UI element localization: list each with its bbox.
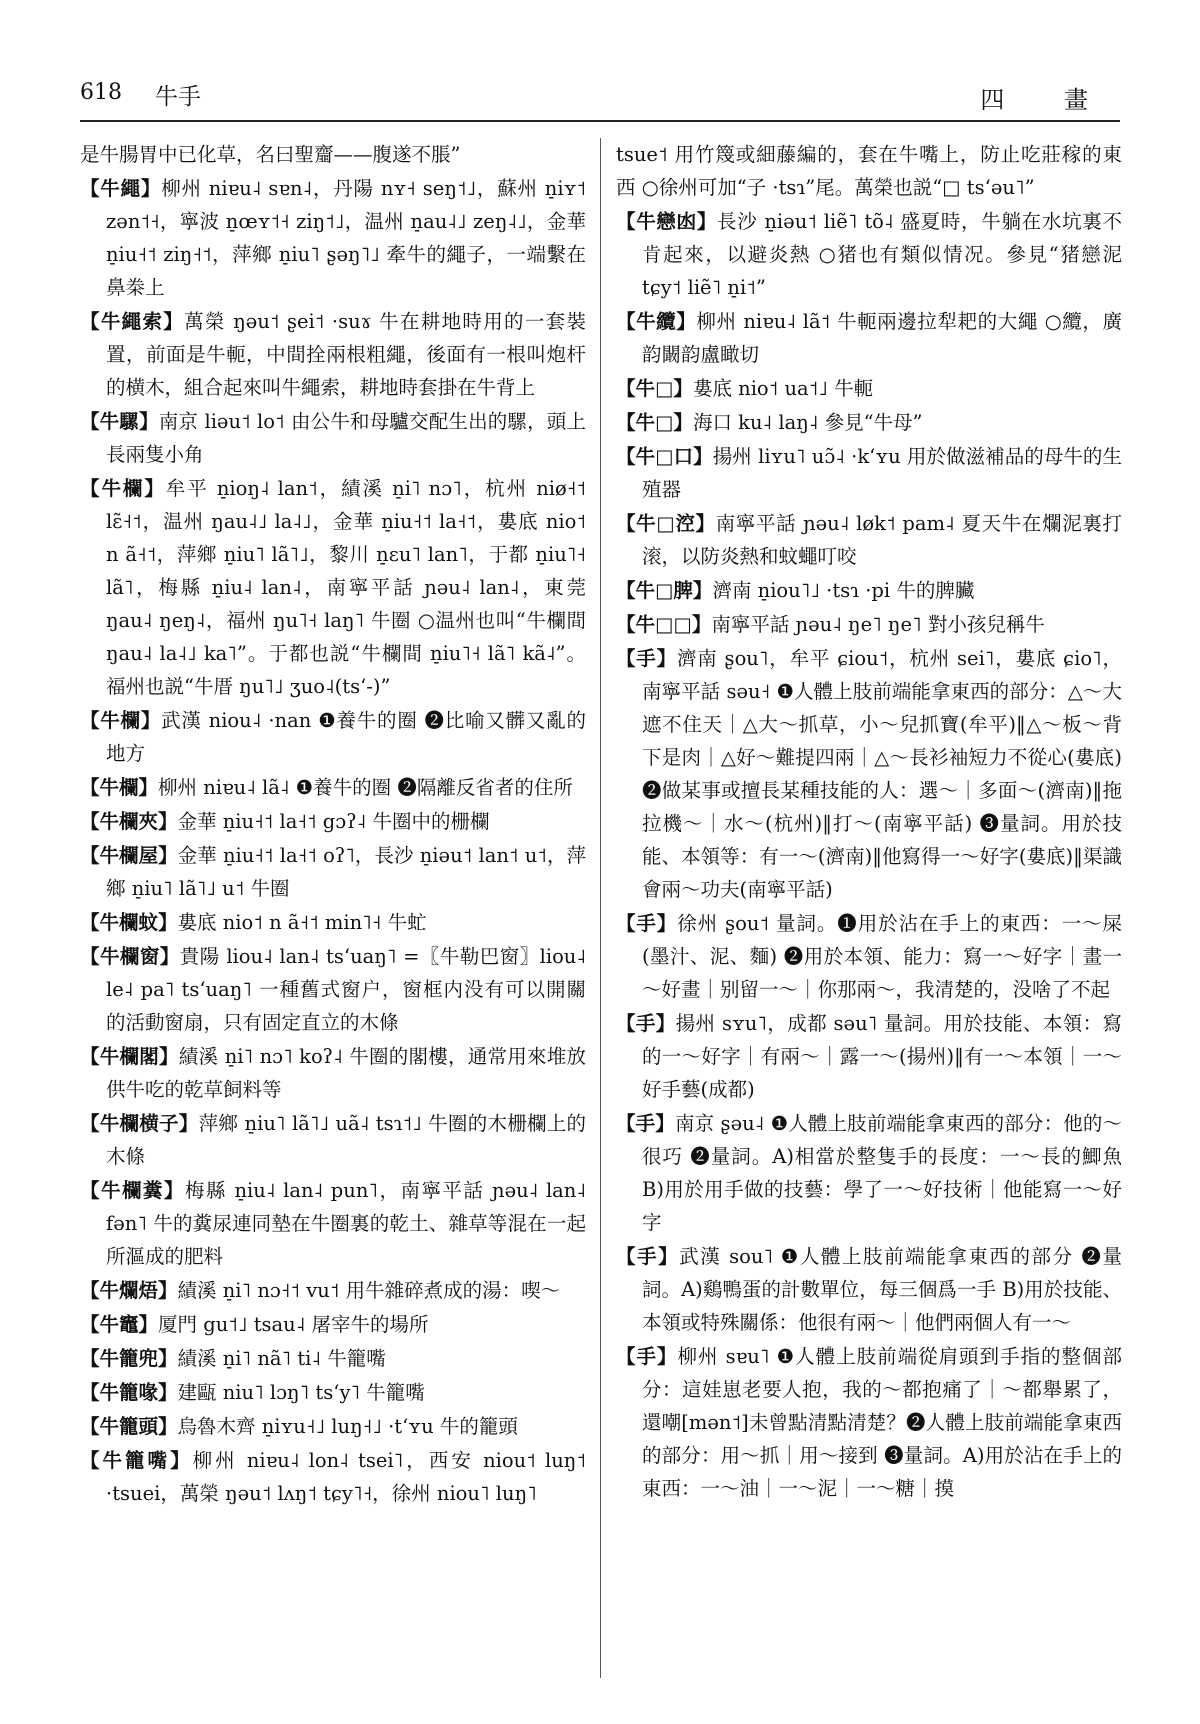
entry-text: 是牛腸胃中已化草，名曰聖齏——腹遂不脹” [80,143,461,166]
dictionary-entry [80,1274,586,1307]
entry-headword: 【牛欄夾】 [80,810,178,833]
entry-headword: 【手】 [616,647,677,670]
dictionary-entry [616,574,1122,607]
dictionary-entry [80,1444,586,1510]
dictionary-entry [616,1107,1122,1239]
entry-text: 牟平 n̠ioŋ˨ lan˦，績溪 n̠i˥ nɔ˥，杭州 niø˧˦ lɛ̃˧˦，温州 ŋau˨˩ la˨˩，金華 n̠iu˧˦ la˧˦，婁底 nio˦ n ã˧˦，萍鄉 n̠iu˥ lã˥˩，黎川 n̠ɛu˥ lan˥，于都 n̠iu˥˧ lã˥，梅縣 n̠iu˨ lan˨，南寧平話 ɲəu˨ lan˨，東莞 ŋau˨ ŋeŋ˨，福州 ŋu˥˧ laŋ˥ 牛圈 ○温州也叫“牛欄間 ŋau˨ la˨˩ ka˥”。于都也説“牛欄間 n̠iu˥˧ lã˥ kã˨”。福州也説“牛厝 ŋu˥˩ ʒuo˨(ts‘-)” [106,477,586,698]
entry-text: 南京 liəu˦ lo˦ 由公牛和母驢交配生出的騾，頭上長兩隻小角 [106,410,586,466]
dictionary-entry [80,805,586,838]
entry-headword: 【牛欄】 [80,477,166,500]
dictionary-entry [616,1240,1122,1339]
entry-text: 武漢 niou˨ ·nan ❶養牛的圈 ❷比喻又髒又亂的地方 [106,709,586,765]
entry-text: 揚州 sʏu˥，成都 səu˥ 量詞。用於技能、本領：寫的一～好字｜有兩～｜露一～(揚州)‖有一～本領｜一～好手藝(成都) [642,1012,1122,1101]
dictionary-entry [616,642,1122,906]
page-number: 618 [80,80,122,105]
entry-headword: 【牛欄糞】 [80,1179,185,1202]
entry-text: 婁底 nio˦ ua˦˩ 牛軛 [692,377,874,400]
dictionary-entry [80,405,586,471]
entry-headword: 【牛繩索】 [80,310,185,333]
entry-headword: 【牛□□】 [616,613,712,636]
dictionary-entry [616,608,1122,641]
dictionary-entry [80,1410,586,1443]
entry-continuation [616,138,1122,204]
entry-text: 貴陽 liou˨ lan˨ ts‘uaŋ˥ =〖牛勒巴窗〗liou˨ le˨ pa˥ ts‘uaŋ˥ 一種舊式窗户，窗框内没有可以開關的活動窗扇，只有固定直立的木條 [106,945,586,1034]
entry-continuation [80,138,586,171]
section-label: 四 畫 [980,86,1114,114]
entry-headword: 【牛欄屋】 [80,844,178,867]
dictionary-entry [80,940,586,1039]
dictionary-entry [80,1174,586,1273]
page-header [80,70,1120,122]
entry-text: 柳州 sɐu˥ ❶人體上肢前端從肩頭到手指的整個部分：這娃崽老要人抱，我的～都抱痛了｜～都舉累了，還嘲[mən˦]未曾點清點清楚？❷人體上肢前端能拿東西的部分：用～抓｜用～接到 ❸量詞。A)用於沾在手上的東西：一～油｜一～泥｜一～糖｜摸 [642,1345,1122,1500]
entry-headword: 【牛□】 [616,377,693,400]
dictionary-entry [616,406,1122,439]
entry-headword: 【牛纜】 [616,310,697,333]
entry-headword: 【牛□】 [616,411,693,434]
entry-headword: 【手】 [616,1245,680,1268]
entry-text: 海口 ku˨ laŋ˨ 參見“牛母” [692,411,923,434]
entry-text: 建甌 niu˥ lɔŋ˥ ts‘y˥ 牛籠嘴 [177,1381,425,1404]
column-divider [600,138,601,1678]
dictionary-entry [80,1308,586,1341]
entry-text: 萬榮 ŋəu˦ ʂei˦ ·suɤ 牛在耕地時用的一套裝置，前面是牛軛，中間拴兩根粗繩，後面有一根叫炮杆的横木，組合起來叫牛繩索，耕地時套掛在牛背上 [106,310,586,399]
entry-text: 烏魯木齊 n̠iʏu˧˩ luŋ˧˩ ·t‘ʏu 牛的籠頭 [177,1415,518,1438]
entry-text: 揚州 liʏu˥ uɔ̃˨ ·k‘ʏu 用於做滋補品的母牛的生殖器 [642,445,1122,501]
dictionary-entry [80,1342,586,1375]
running-head-words: 牛手 [155,84,201,110]
entry-headword: 【牛欄】 [80,709,162,732]
entry-text: 長沙 n̠iəu˦ liẽ˥ tõ˨ 盛夏時，牛躺在水坑裏不肯起來，以避炎熱 ○猪也有類似情况。參見“猪戀泥 tɕy˦ liẽ˥ n̠i˦” [642,210,1122,299]
entry-headword: 【牛欄窗】 [80,945,180,968]
entry-text: 濟南 n̠iou˥˩ ·tsɿ ·pi 牛的脾臟 [712,579,975,602]
entry-text: 梅縣 n̠iu˨ lan˨ pun˥，南寧平話 ɲəu˨ lan˨ fən˥ 牛的糞尿連同墊在牛圈裏的乾土、雜草等混在一起所漚成的肥料 [106,1179,586,1268]
right-column [616,138,1122,1678]
dictionary-body [80,138,1120,1678]
dictionary-entry [80,1376,586,1409]
entry-text: 萍鄉 n̠iu˥ lã˥˩ uã˨ tsɿ˦˩ 牛圈的木栅欄上的木條 [106,1112,586,1168]
entry-headword: 【手】 [616,912,678,935]
entry-headword: 【手】 [616,1112,675,1135]
entry-text: 柳州 niɐu˨ lã˦ 牛軛兩邊拉犁耙的大繩 ○纜，廣韵闞韵盧瞰切 [642,310,1122,366]
entry-text: 績溪 n̠i˥ nɔ˥ koʔ˨ 牛圈的閣樓，通常用來堆放供牛吃的乾草飼料等 [106,1045,586,1101]
entry-headword: 【牛爛焐】 [80,1279,178,1302]
entry-headword: 【牛欄横子】 [80,1112,199,1135]
entry-headword: 【牛欄閣】 [80,1045,179,1068]
dictionary-entry [80,305,586,404]
entry-headword: 【牛□涳】 [616,512,716,535]
dictionary-entry [80,172,586,304]
dictionary-entry [616,1007,1122,1106]
dictionary-entry [616,205,1122,304]
dictionary-entry [80,1040,586,1106]
dictionary-entry [80,771,586,804]
dictionary-entry [616,1340,1122,1505]
entry-text: 金華 n̠iu˧˦ la˧˦ gɔʔ˨ 牛圈中的栅欄 [177,810,490,833]
left-column [80,138,586,1678]
entry-text: 柳州 niɐu˨ lon˨ tsei˥，西安 niou˦ luŋ˦ ·tsuei，萬榮 ŋəu˦ lʌŋ˦ tɕy˥˧，徐州 niou˥ luŋ˥ [106,1449,586,1505]
entry-headword: 【牛騾】 [80,410,159,433]
entry-text: 南寧平話 ɲəu˨ ŋe˥ ŋe˥ 對小孩兒稱牛 [711,613,1045,636]
entry-text: 濟南 ʂou˥，牟平 ɕiou˦，杭州 sei˥，婁底 ɕio˥，南寧平話 səu˧ ❶人體上肢前端能拿東西的部分：△～大遮不住天｜△大～抓草，小～兒抓寶(牟平)‖△～板～背下是肉｜△好～難提四兩｜△～長衫袖短力不從心(婁底) ❷做某事或擅長某種技能的人：選～｜多面～(濟南)‖拖拉機～｜水～(杭州)‖打～(南寧平話) ❸量詞。用於技能、本領等：有一～(濟南)‖他寫得一～好字(婁底)‖渠識會兩～功夫(南寧平話) [642,647,1122,901]
entry-text: 柳州 niɐu˨ lã˨ ❶養牛的圈 ❷隔離反省者的住所 [158,776,573,799]
entry-headword: 【牛□脾】 [616,579,713,602]
entry-headword: 【手】 [616,1345,678,1368]
entry-text: 柳州 niɐu˨ sɐn˨，丹陽 nʏ˧ seŋ˦˩，蘇州 n̠iʏ˦ zən˦˧，寧波 n̠œʏ˦˧ ziŋ˦˩，温州 n̠au˨˩ zeŋ˨˩，金華 n̠iu˧˦ ziŋ˧˦，萍鄉 n̠iu˥ ʂəŋ˥˩ 牽牛的繩子，一端繫在鼻桊上 [106,177,586,299]
dictionary-entry [616,440,1122,506]
dictionary-entry [80,704,586,770]
entry-headword: 【牛□口】 [616,445,713,468]
dictionary-entry [616,507,1122,573]
entry-text: 厦門 gu˦˩ tsau˨ 屠宰牛的場所 [158,1313,429,1336]
dictionary-entry [80,906,586,939]
entry-headword: 【牛欄蚊】 [80,911,178,934]
entry-headword: 【牛竈】 [80,1313,159,1336]
entry-headword: 【手】 [616,1012,676,1035]
entry-text: 徐州 ʂou˦ 量詞。❶用於沾在手上的東西：一～屎(墨汁、泥、麵) ❷用於本領、能力：寫一～好字｜畫一～好畫｜别留一～｜你那兩～，我清楚的，没啥了不起 [642,912,1122,1001]
dictionary-entry [80,472,586,703]
dictionary-entry [80,839,586,905]
dictionary-entry [80,1107,586,1173]
entry-headword: 【牛籠嘴】 [80,1449,193,1472]
entry-text: 武漢 sou˥ ❶人體上肢前端能拿東西的部分 ❷量詞。A)鷄鴨蛋的計數單位，每三個爲一手 B)用於技能、本領或特殊關係：他很有兩～｜他們兩個人有一～ [642,1245,1122,1334]
entry-headword: 【牛籠頭】 [80,1415,178,1438]
entry-text: 南京 ʂəu˨ ❶人體上肢前端能拿東西的部分：他的～很巧 ❷量詞。A)相當於整隻手的長度：一～長的鯽魚 B)用於用手做的技藝：學了一～好技術｜他能寫一～好字 [642,1112,1122,1234]
entry-headword: 【牛欄】 [80,776,159,799]
entry-text: 婁底 nio˦ n ã˧˦ min˥˧ 牛虻 [177,911,427,934]
entry-text: tsue˦ 用竹篾或細藤編的，套在牛嘴上，防止吃莊稼的東西 ○徐州可加“子 ·tsɿ”尾。萬榮也説“□ ts‘əu˥” [616,143,1122,199]
entry-text: 績溪 n̠i˥ nã˥ ti˨ 牛籠嘴 [177,1347,386,1370]
dictionary-entry [616,305,1122,371]
entry-headword: 【牛繩】 [80,177,162,200]
entry-headword: 【牛戀凼】 [616,210,718,233]
entry-text: 南寧平話 ɲəu˨ løk˦ pam˨ 夏天牛在爛泥裏打滚，以防炎熱和蚊蠅叮咬 [642,512,1122,568]
entry-headword: 【牛籠兜】 [80,1347,178,1370]
entry-text: 金華 n̠iu˧˦ la˧˦ oʔ˥，長沙 n̠iəu˦ lan˦ u˦，萍鄉 n̠iu˥ lã˥˩ u˦ 牛圈 [106,844,586,900]
entry-headword: 【牛籠喙】 [80,1381,178,1404]
dictionary-entry [616,372,1122,405]
entry-text: 績溪 n̠i˥ nɔ˧˦ vu˦ 用牛雜碎煮成的湯：喫～ [177,1279,561,1302]
dictionary-entry [616,907,1122,1006]
